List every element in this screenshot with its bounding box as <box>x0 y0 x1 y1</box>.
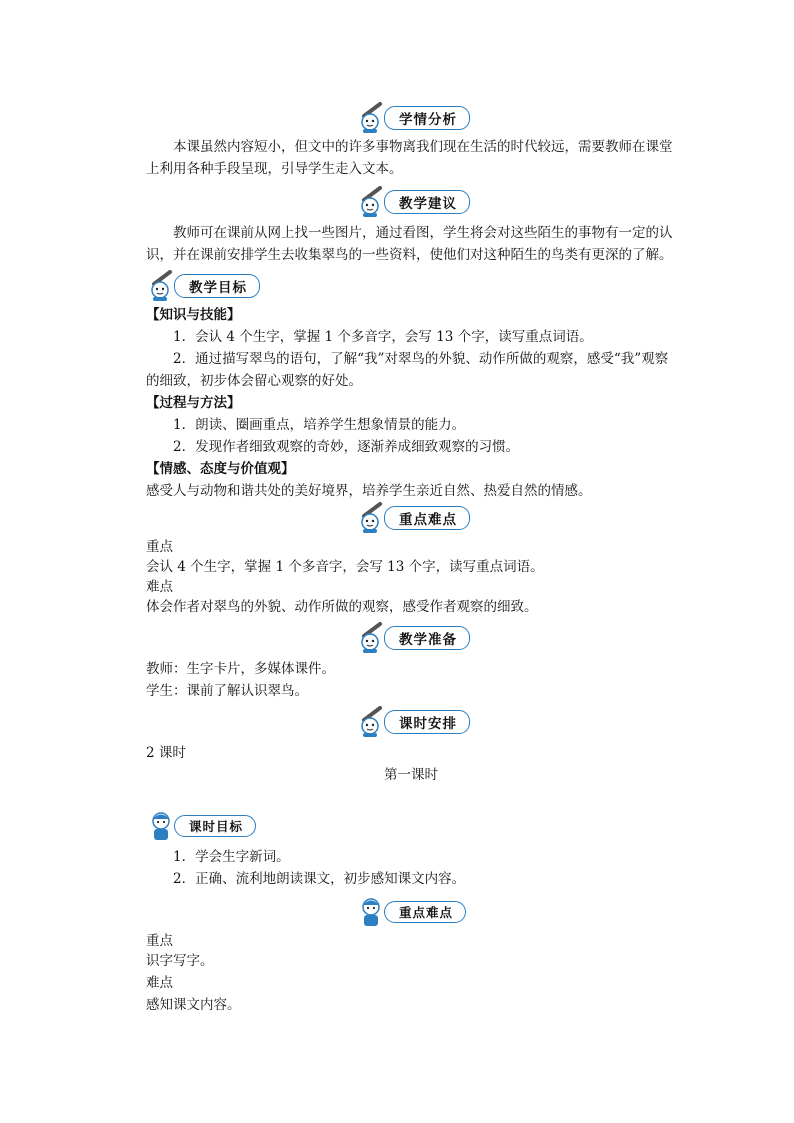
prep-student: 学生：课前了解认识翠鸟。 <box>146 683 308 699</box>
section-banner-xueqing <box>356 102 470 134</box>
lesson-text-key: 识字写字。 <box>146 953 214 969</box>
goal-knowledge-1: 1．会认 4 个生字，掌握 1 个多音字，会写 13 个字，读写重点词语。 <box>173 329 593 345</box>
section-banner-keshi-mubiao <box>146 810 256 842</box>
goal-process-2: 2．发现作者细致观察的奇妙，逐渐养成细致观察的习惯。 <box>173 439 520 455</box>
pencil-boy-mascot-icon <box>356 502 390 534</box>
heading-process: 【过程与方法】 <box>146 395 241 411</box>
heading-knowledge: 【知识与技能】 <box>146 307 241 323</box>
lesson-heading: 第一课时 <box>384 767 438 783</box>
boy-mascot-icon <box>356 896 390 928</box>
pencil-boy-mascot-icon <box>356 706 390 738</box>
goal-process-1: 1．朗读、圈画重点，培养学生想象情景的能力。 <box>173 417 466 433</box>
text-difficulty: 体会作者对翠鸟的外貌、动作所做的观察，感受作者观察的细致。 <box>146 599 538 615</box>
lesson-count: 2 课时 <box>146 745 186 761</box>
lesson-label-key: 重点 <box>146 933 173 949</box>
label-key: 重点 <box>146 539 173 555</box>
lesson-goal-1: 1．学会生字新词。 <box>173 849 290 865</box>
section-title-badge: 学情分析 <box>384 106 470 130</box>
section-banner-jianyi <box>356 186 470 218</box>
paragraph-jianyi: 教师可在课前从网上找一些图片，通过看图，学生将会对这些陌生的事物有一定的认识，并在课前安排学生去收集翠鸟的一些资料，使他们对这种陌生的鸟类有更深的了解。 <box>146 225 673 263</box>
section-banner-anpai <box>356 706 470 738</box>
boy-mascot-icon <box>146 810 180 842</box>
pencil-boy-mascot-icon <box>146 270 180 302</box>
section-title-badge: 重点难点 <box>384 506 470 530</box>
section-title-badge: 教学准备 <box>384 626 470 650</box>
lesson-label-difficulty: 难点 <box>146 975 173 991</box>
pencil-boy-mascot-icon <box>356 102 390 134</box>
section-title-badge: 教学建议 <box>384 190 470 214</box>
text-key: 会认 4 个生字，掌握 1 个多音字，会写 13 个字，读写重点词语。 <box>146 559 544 575</box>
lesson-goal-2: 2．正确、流利地朗读课文，初步感知课文内容。 <box>173 871 466 887</box>
lesson-text-difficulty: 感知课文内容。 <box>146 997 241 1013</box>
section-banner-keshi-zhongdian <box>356 896 466 928</box>
label-difficulty: 难点 <box>146 579 173 595</box>
goal-emotion-1: 感受人与动物和谐共处的美好境界，培养学生亲近自然、热爱自然的情感。 <box>146 483 592 499</box>
section-title-badge: 课时安排 <box>384 710 470 734</box>
section-banner-zhongdian <box>356 502 470 534</box>
section-banner-zhunbei <box>356 622 470 654</box>
goal-knowledge-2: 2．通过描写翠鸟的语句，了解“我”对翠鸟的外貌、动作所做的观察，感受“我”观察的细致，初步体会留心观察的好处。 <box>146 351 669 389</box>
pencil-boy-mascot-icon <box>356 186 390 218</box>
prep-teacher: 教师：生字卡片，多媒体课件。 <box>146 661 335 677</box>
heading-emotion: 【情感、态度与价值观】 <box>146 461 295 477</box>
pencil-boy-mascot-icon <box>356 622 390 654</box>
section-banner-mubiao <box>146 270 260 302</box>
section-title-badge: 课时目标 <box>174 815 256 837</box>
section-title-badge: 重点难点 <box>384 901 466 923</box>
section-title-badge: 教学目标 <box>174 274 260 298</box>
paragraph-xueqing: 本课虽然内容短小，但文中的许多事物离我们现在生活的时代较远，需要教师在课堂上利用各种手段呈现，引导学生走入文本。 <box>146 139 673 177</box>
